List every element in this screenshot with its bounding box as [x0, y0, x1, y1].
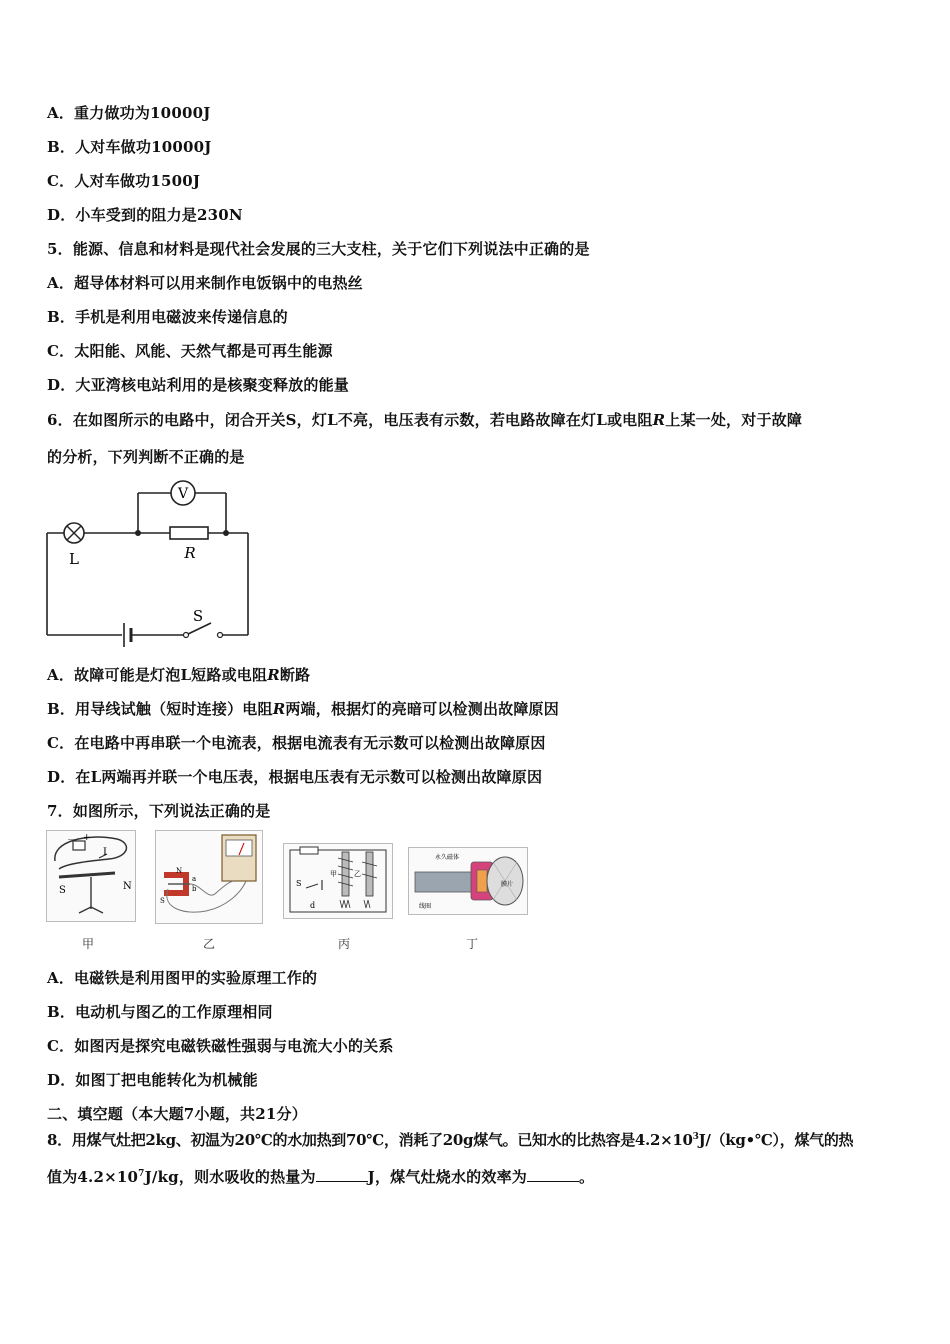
- fig-ding-magnet: 永久磁体: [435, 854, 460, 861]
- q4-option-a: A．重力做功为10000J: [47, 104, 211, 122]
- fig-yi-a: a: [192, 875, 197, 883]
- q6-stem-text-a: 6．在如图所示的电路中，闭合开关S，灯L不亮，电压表有示数，若电路故障在灯L或电阻: [47, 411, 653, 429]
- lamp-symbol: [64, 523, 84, 543]
- q8-answer-blank-efficiency[interactable]: [527, 1169, 579, 1182]
- q8-line1-exponent: 3: [692, 1132, 699, 1142]
- q7-figure-jia: [46, 830, 136, 922]
- fig-yi-b: b: [192, 885, 197, 893]
- q8-line2-text-b: J/kg，则水吸收的热量为: [144, 1168, 316, 1186]
- q6-option-b-text-a: B．用导线试触（短时连接）电阻: [47, 700, 273, 718]
- section-2-heading: 二、填空题（本大题7小题，共21分）: [47, 1105, 307, 1123]
- q6-option-b-text-b: 两端，根据灯的亮暗可以检测出故障原因: [285, 700, 559, 718]
- q5-option-c: C．太阳能、风能、天然气都是可再生能源: [47, 342, 333, 360]
- fig-yi-n: N: [176, 867, 183, 875]
- q6-option-d: D．在L两端再并联一个电压表，根据电压表有无示数可以检测出故障原因: [47, 768, 543, 786]
- q4-option-c: C．人对车做功1500J: [47, 172, 201, 190]
- junction-right-dot: [223, 530, 229, 536]
- fig-label-bing: 丙: [338, 937, 351, 951]
- q8-line2-exponent: 7: [138, 1169, 145, 1179]
- fig-jia-current: I: [103, 847, 107, 858]
- q6-option-c: C．在电路中再串联一个电流表，根据电流表有无示数可以检测出故障原因: [47, 734, 546, 752]
- q5-option-a: A．超导体材料可以用来制作电饭锅中的电热丝: [47, 274, 363, 292]
- resistor-symbol: [170, 527, 208, 539]
- q7-figure-ding: [408, 847, 528, 915]
- q7-figure-bing: [283, 843, 393, 919]
- switch-pivot: [184, 633, 189, 638]
- fig-jia-north: N: [123, 881, 132, 892]
- q7-option-d: D．如图丁把电能转化为机械能: [47, 1071, 258, 1089]
- battery-symbol: [124, 623, 131, 647]
- q7-option-c: C．如图丙是探究电磁铁磁性强弱与电流大小的关系: [47, 1037, 394, 1055]
- resistor-label: R: [184, 544, 196, 562]
- voltmeter-symbol: [171, 481, 195, 505]
- fig-yi-s: S: [160, 897, 165, 905]
- q6-option-a: [47, 664, 310, 685]
- q6-option-b: [47, 698, 559, 719]
- fig-ding-coil: 线圈: [419, 903, 432, 910]
- lamp-label: L: [69, 550, 79, 568]
- fig-label-jia: 甲: [82, 937, 95, 951]
- switch-label: S: [192, 607, 204, 625]
- q8-line2-text-a: 值为4.2×10: [47, 1168, 139, 1186]
- junction-left-dot: [135, 530, 141, 536]
- q5-option-b: B．手机是利用电磁波来传递信息的: [47, 308, 288, 326]
- fig-label-ding: 丁: [466, 937, 479, 951]
- q6-option-a-text-b: 断路: [279, 666, 311, 684]
- q8-line1-text-b: J/（kg•℃），煤气的热: [698, 1131, 854, 1149]
- q7-option-a: A．电磁铁是利用图甲的实验原理工作的: [47, 969, 318, 987]
- q6-option-a-resistor-symbol: R: [267, 666, 280, 684]
- q6-stem-resistor-symbol: R: [652, 411, 666, 429]
- q8-line2-text-d: 。: [578, 1168, 595, 1186]
- q5-stem: 5．能源、信息和材料是现代社会发展的三大支柱，关于它们下列说法中正确的是: [47, 240, 590, 258]
- fig-jia-south: S: [59, 885, 66, 896]
- q7-option-b: B．电动机与图乙的工作原理相同: [47, 1003, 273, 1021]
- q6-stem-line1: [47, 409, 802, 430]
- q6-option-a-text-a: A．故障可能是灯泡L短路或电阻: [47, 666, 268, 684]
- q8-line1-text-a: 8．用煤气灶把2kg、初温为20℃的水加热到70℃，消耗了20g煤气。已知水的比热容是4.2×10: [47, 1131, 693, 1149]
- fig-ding-film: 膜片: [501, 881, 514, 888]
- q6-stem-text-b: 上某一处，对于故障: [665, 411, 803, 429]
- fig-jia-plus: +: [83, 833, 91, 843]
- q8-line1: [47, 1129, 853, 1150]
- fig-bing-s: S: [296, 879, 302, 888]
- fig-bing-jia: 甲: [330, 870, 337, 878]
- fig-label-yi: 乙: [203, 937, 216, 951]
- fig-bing-yi: 乙: [354, 870, 361, 878]
- q8-answer-blank-heat[interactable]: [316, 1169, 368, 1182]
- q8-line2: [47, 1166, 594, 1187]
- q7-figure-yi: [155, 830, 263, 924]
- q6-option-b-resistor-symbol: R: [272, 700, 286, 718]
- q5-option-d: D．大亚湾核电站利用的是核聚变释放的能量: [47, 376, 350, 394]
- q4-option-d: D．小车受到的阻力是230N: [47, 206, 243, 224]
- q4-option-b: B．人对车做功10000J: [47, 138, 212, 156]
- fig-jia-minus: －: [67, 836, 77, 846]
- q6-circuit-diagram: [40, 478, 260, 648]
- switch-contact: [218, 633, 223, 638]
- q6-stem-line2: 的分析，下列判断不正确的是: [47, 448, 245, 466]
- q7-stem: 7．如图所示，下列说法正确的是: [47, 802, 271, 820]
- q8-line2-text-c: J，煤气灶烧水的效率为: [367, 1168, 527, 1186]
- voltmeter-label: V: [177, 486, 189, 502]
- fig-bing-d: d: [310, 901, 316, 910]
